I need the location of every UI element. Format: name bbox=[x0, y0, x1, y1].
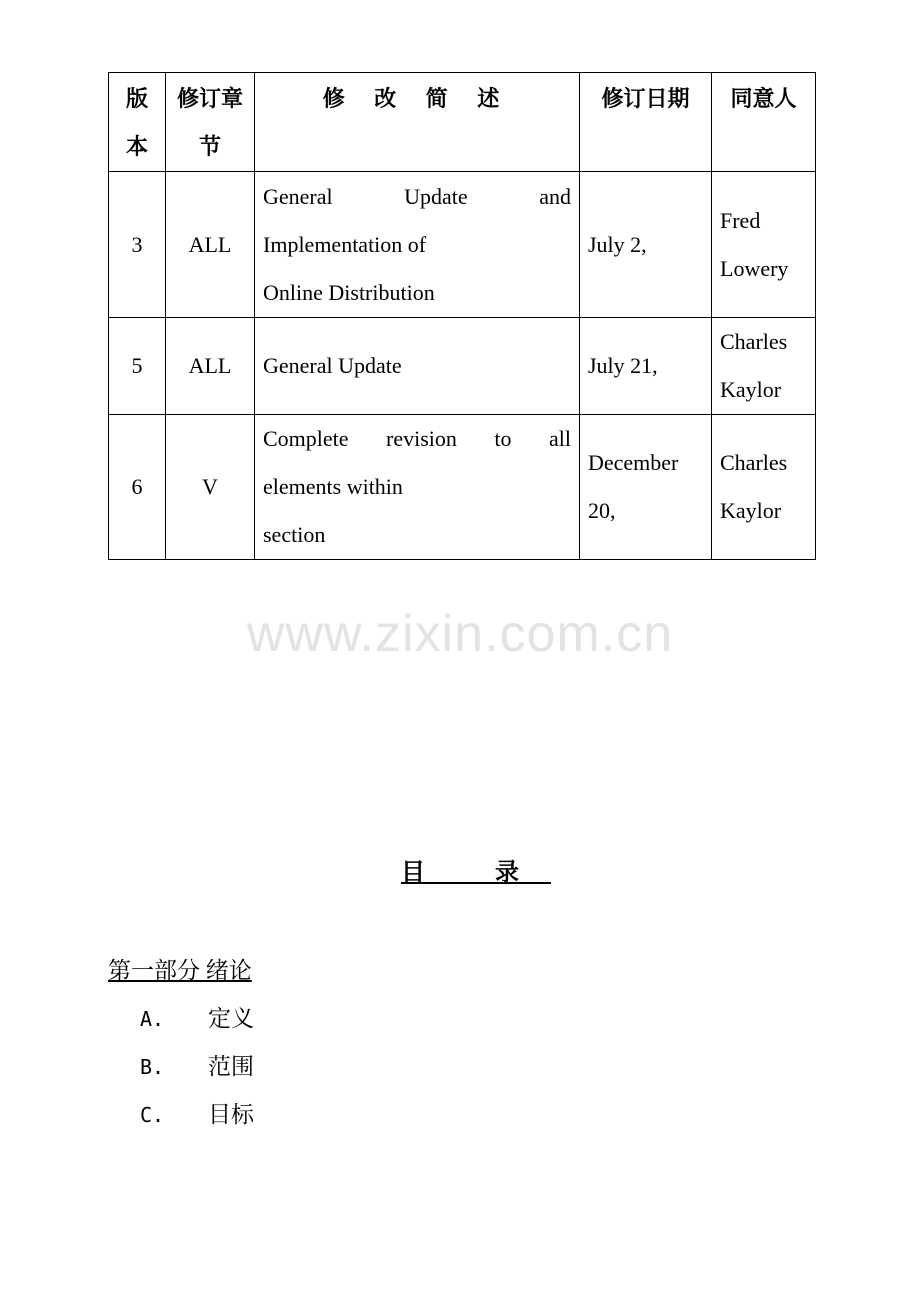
row-date: July 2, bbox=[580, 172, 712, 318]
toc-item bbox=[140, 1000, 254, 1033]
desc-line: section bbox=[263, 522, 326, 547]
toc-item-text: 范围 bbox=[208, 1054, 254, 1079]
row-section: V bbox=[166, 415, 255, 560]
row-version: 6 bbox=[109, 415, 166, 560]
header-description bbox=[255, 73, 580, 172]
table-header-row bbox=[109, 73, 816, 172]
desc-line: General Update and bbox=[263, 183, 571, 209]
header-date: 修订日期 bbox=[580, 73, 712, 172]
toc-item-letter: C. bbox=[140, 1103, 165, 1127]
row-description bbox=[255, 172, 580, 318]
row-date: July 21, bbox=[580, 318, 712, 415]
row-description bbox=[255, 415, 580, 560]
row-version: 5 bbox=[109, 318, 166, 415]
toc-item bbox=[140, 1048, 254, 1081]
toc-title bbox=[0, 852, 920, 887]
desc-line: elements within bbox=[263, 474, 403, 499]
table-row bbox=[109, 172, 816, 318]
row-section: ALL bbox=[166, 318, 255, 415]
desc-line: General Update bbox=[263, 353, 402, 378]
table-row bbox=[109, 318, 816, 415]
toc-item-letter: B. bbox=[140, 1055, 165, 1079]
row-version: 3 bbox=[109, 172, 166, 318]
table-row bbox=[109, 415, 816, 560]
row-description bbox=[255, 318, 580, 415]
header-section: 修订章节 bbox=[166, 73, 255, 172]
toc-item-text: 目标 bbox=[208, 1102, 254, 1127]
toc-item bbox=[140, 1096, 254, 1129]
desc-line: Online Distribution bbox=[263, 279, 435, 305]
header-version: 版本 bbox=[109, 73, 166, 172]
header-approver: 同意人 bbox=[712, 73, 816, 172]
toc-title-text: 目 录 bbox=[401, 860, 551, 886]
row-date: December 20, bbox=[580, 415, 712, 560]
row-section: ALL bbox=[166, 172, 255, 318]
watermark: www.zixin.com.cn bbox=[246, 605, 674, 663]
desc-line: Implementation of bbox=[263, 231, 427, 257]
toc-item-text: 定义 bbox=[208, 1006, 254, 1031]
header-description-text: 修 改 简 述 bbox=[322, 86, 512, 111]
desc-line: Complete revision to all bbox=[263, 426, 571, 451]
row-approver: Charles Kaylor bbox=[712, 318, 816, 415]
revision-table bbox=[108, 72, 816, 560]
row-approver: Fred Lowery bbox=[712, 172, 816, 318]
toc-item-letter: A. bbox=[140, 1007, 165, 1031]
toc-part-heading: 第一部分 绪论 bbox=[108, 958, 252, 983]
row-approver: Charles Kaylor bbox=[712, 415, 816, 560]
